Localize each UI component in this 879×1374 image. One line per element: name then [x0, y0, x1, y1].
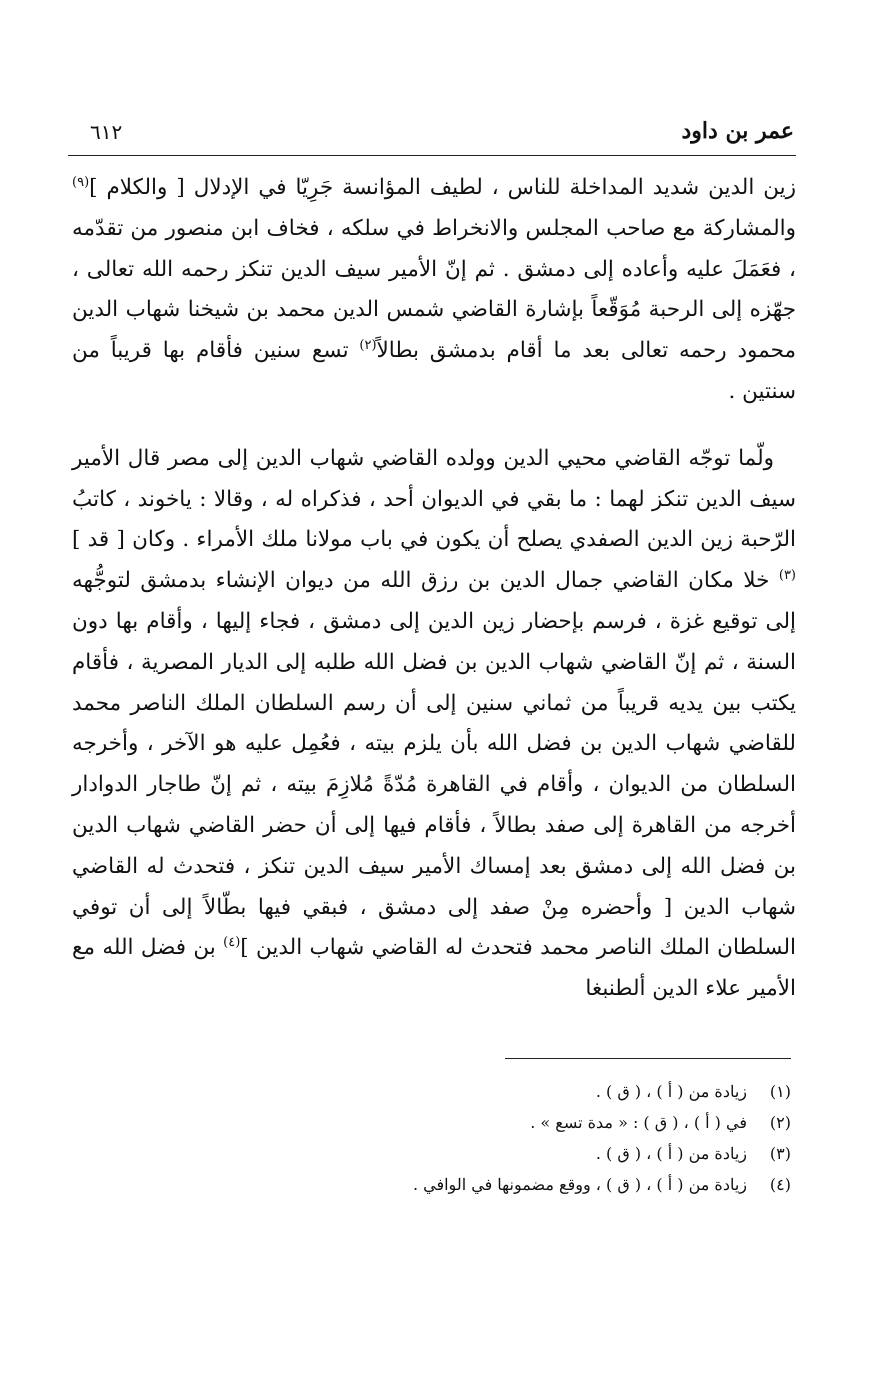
running-title: عمر بن داود — [681, 118, 794, 144]
footnote-rule — [505, 1058, 791, 1059]
paragraph-2-part-1: ولّما توجّه القاضي محيي الدين وولده القاضي شهاب الدين إلى مصر قال الأمير سيف الدين تنكز لهما : ما بقي في الديوان أحد ، فذكراه له ، وقالا : ياخوند ، كاتبُ الرّحبة زين الدين الصفدي يصلح أن يكون في باب مولانا ملك الأمراء . وكان [ قد ] — [72, 445, 796, 553]
paragraph-2 — [72, 439, 796, 1010]
page-number: ٦١٢ — [90, 120, 123, 144]
paragraph-2-part-3: بن فضل الله مع الأمير علاء الدين ألطنبغا — [72, 935, 796, 1002]
footnote-ref-9: (٩) — [72, 174, 90, 190]
footnote-text: زيادة من ( أ ) ، ( ق ) ، ووقع مضمونها في الوافي . — [412, 1175, 747, 1194]
footnote-ref-2: (٢) — [359, 338, 377, 354]
page-header — [90, 118, 794, 156]
footnote-3 — [300, 1138, 791, 1169]
footnote-ref-4: (٤) — [223, 935, 241, 951]
footnote-number: (١) — [769, 1082, 791, 1101]
footnote-text: زيادة من ( أ ) ، ( ق ) . — [595, 1144, 747, 1163]
footnote-ref-3: (٣) — [778, 568, 796, 584]
paragraph-1-part-2: والمشاركة مع صاحب المجلس والانخراط في سلكه ، فخاف ابن منصور من تقدّمه ، فعَمَلَ عليه وأعاده إلى دمشق . ثم إنّ الأمير سيف الدين تنكز رحمه الله تعالى ، جهّزه إلى الرحبة مُوَقّعاً بإشارة القاضي شمس الدين محمد بن شيخنا شهاب الدين محمود رحمه تعالى بعد ما أقام بدمشق بطالاً — [72, 215, 796, 364]
footnote-number: (٤) — [769, 1175, 791, 1194]
paragraph-2-part-2: خلا مكان القاضي جمال الدين بن رزق الله من ديوان الإنشاء بدمشق لتوجُّهه إلى توقيع غزة ، فرسم بإحضار زين الدين إلى دمشق ، فجاء إليها ، وأقام بها دون السنة ، ثم إنّ القاضي شهاب الدين بن فضل الله طلبه إلى الديار المصرية ، فأقام يكتب بين يديه قريباً من ثماني سنين إلى أن رسم السلطان الملك الناصر محمد للقاضي شهاب الدين بن فضل الله بأن يلزم بيته ، فعُمِل عليه هو الآخر ، وأخرجه السلطان من الديوان ، وأقام في القاهرة مُدّةً مُلازِمَ بيته ، ثم إنّ طاجار الدوادار أخرجه من القاهرة إلى صفد بطالاً ، فأقام فيها إلى أن حضر القاضي شهاب الدين بن فضل الله إلى دمشق بعد إمساك الأمير سيف الدين تنكز ، فتحدث له القاضي شهاب الدين [ وأحضره مِنْ صفد إلى دمشق ، فبقي فيها بطّالاً إلى أن توفي السلطان الملك الناصر محمد فتحدث له القاضي شهاب الدين ] — [72, 568, 796, 961]
footnote-4 — [300, 1169, 791, 1200]
main-text — [72, 168, 796, 1010]
footnote-2 — [300, 1107, 791, 1138]
footnote-text: في ( أ ) ، ( ق ) : « مدة تسع » . — [530, 1113, 747, 1132]
paragraph-1-part-3: تسع سنين فأقام بها قريباً من سنتين . — [72, 338, 796, 404]
paragraph-1-part-1: زين الدين شديد المداخلة للناس ، لطيف المؤانسة جَرِيّا في الإدلال [ والكلام ] — [89, 175, 796, 200]
footnote-number: (٢) — [769, 1113, 791, 1132]
header-rule — [68, 155, 796, 156]
footnotes — [300, 1076, 791, 1200]
footnote-number: (٣) — [769, 1144, 791, 1163]
footnote-text: زيادة من ( أ ) ، ( ق ) . — [595, 1082, 747, 1101]
footnote-1 — [300, 1076, 791, 1107]
paragraph-1 — [72, 168, 796, 413]
